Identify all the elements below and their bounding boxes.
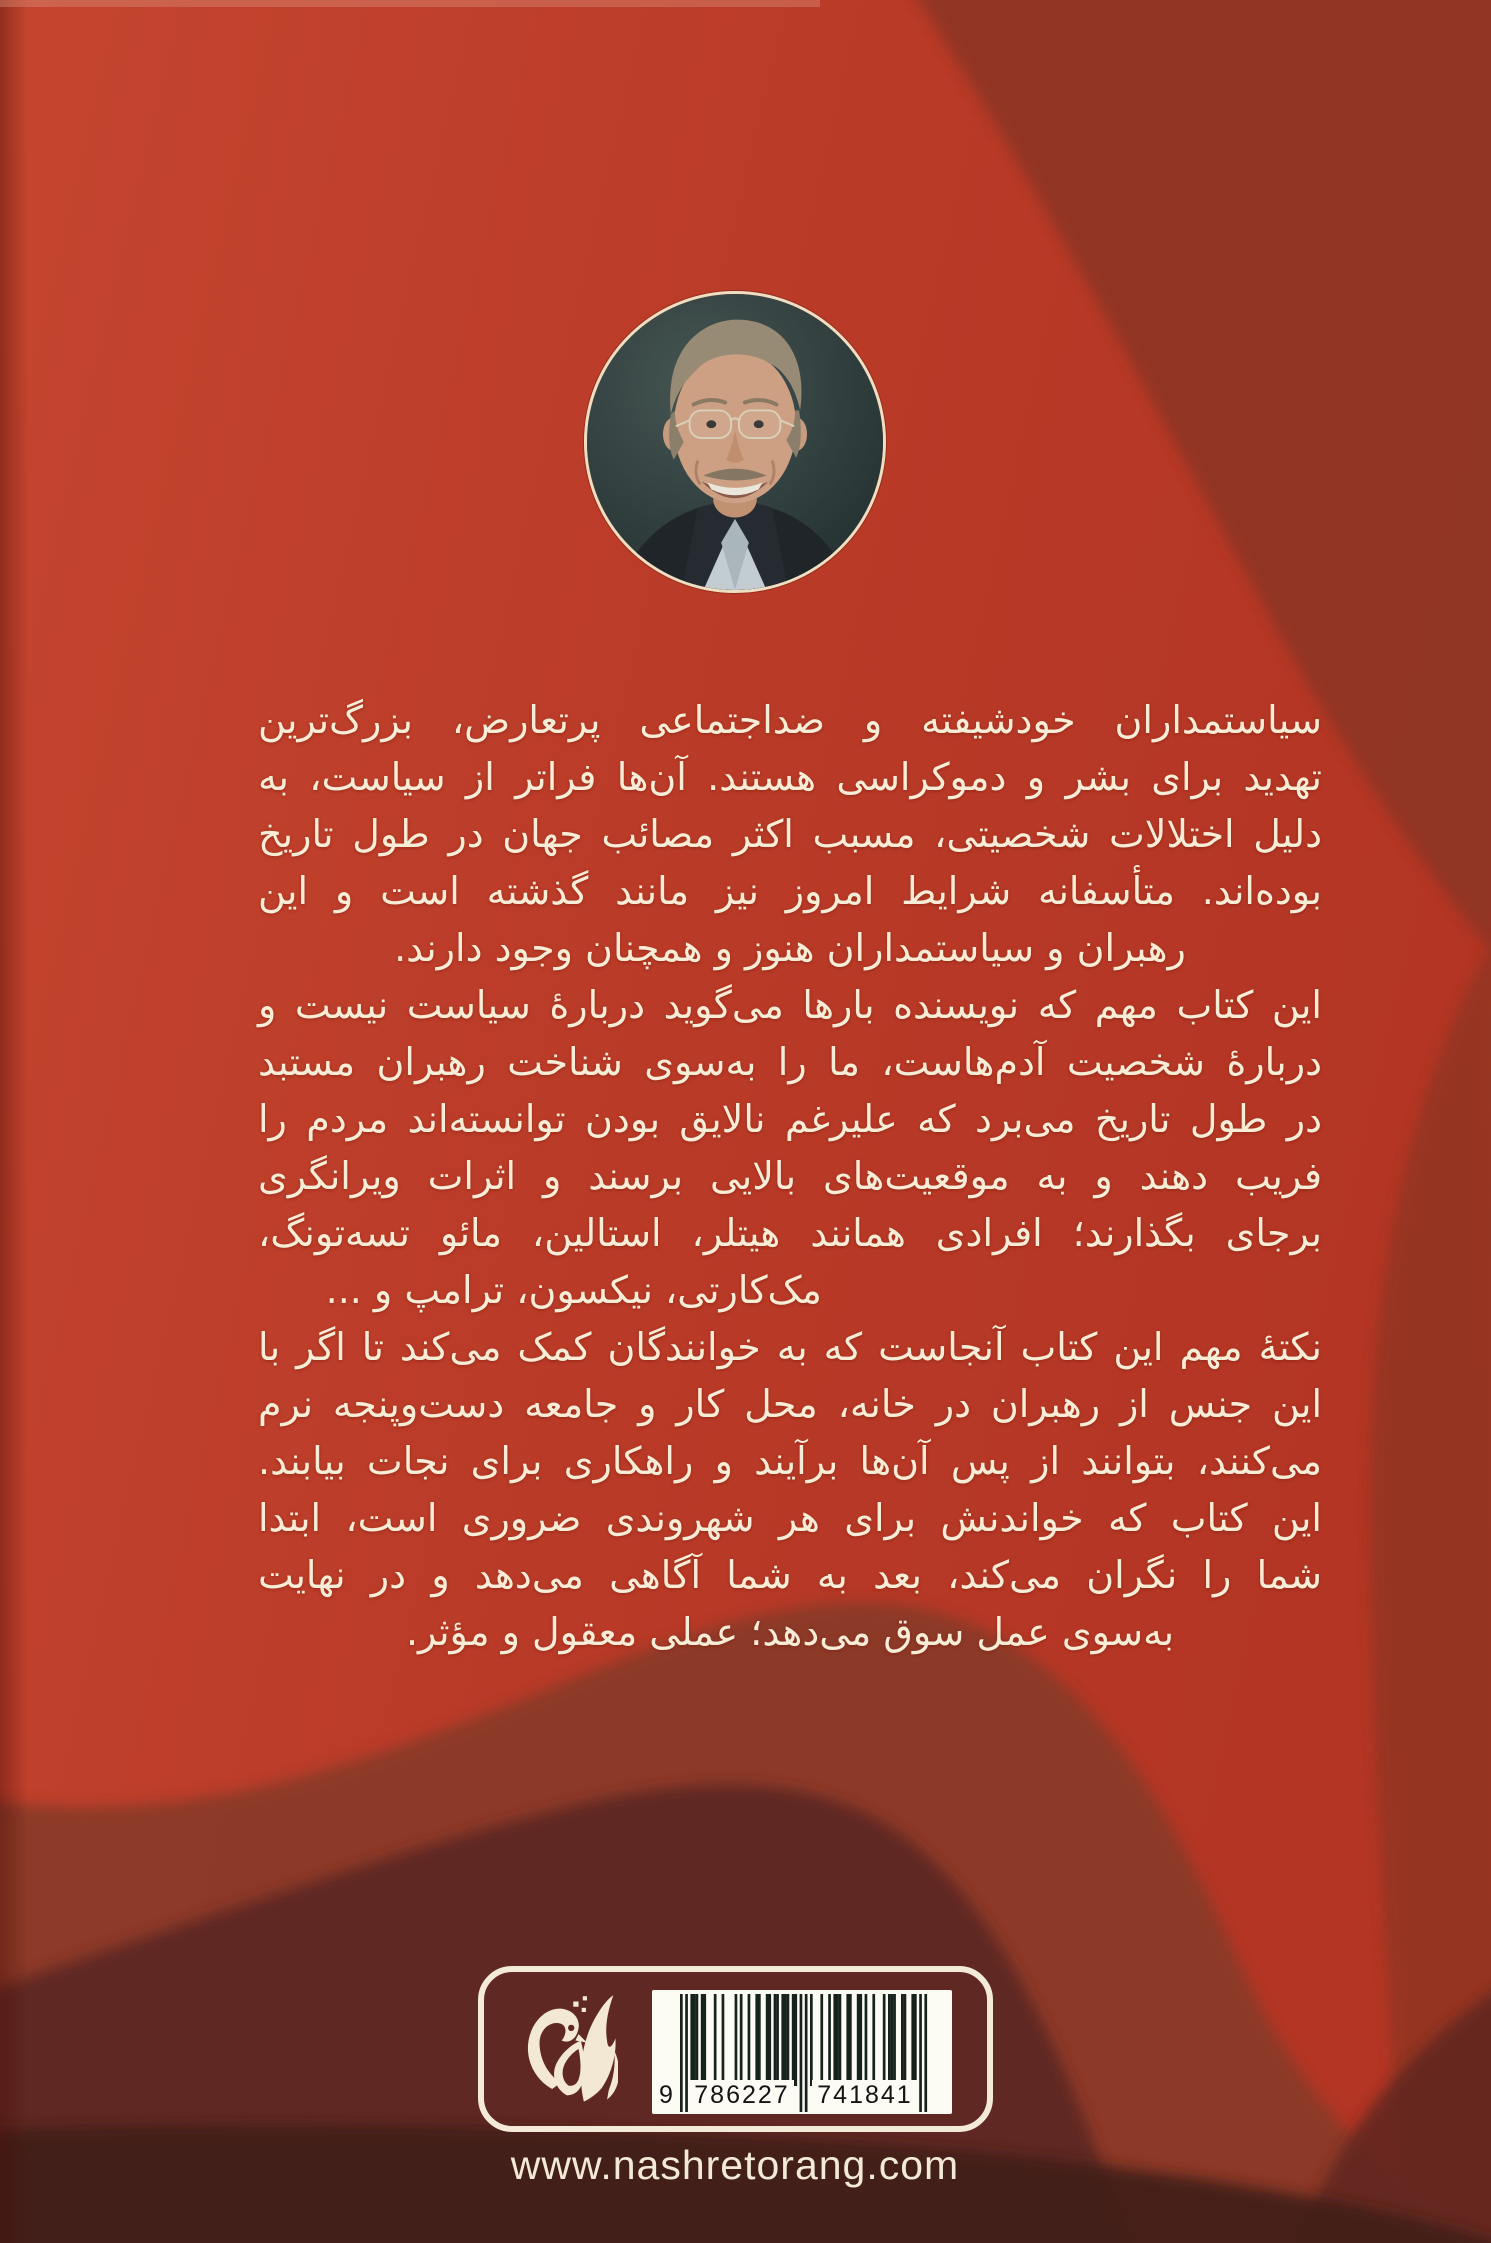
synopsis-line: بوده‌اند. متأسفانه شرایط امروز نیز مانند گذشته است و این (258, 869, 1322, 913)
synopsis-line: در طول تاریخ می‌برد که علیرغم نالایق بودن توانسته‌اند مردم را (258, 1097, 1322, 1141)
synopsis-line: این کتاب مهم که نویسنده بارها می‌گوید دربارهٔ سیاست نیست و (258, 983, 1322, 1027)
synopsis-line: دلیل اختلالات شخصیتی، مسبب اکثر مصائب جهان در طول تاریخ (258, 812, 1322, 856)
synopsis-text (258, 692, 1322, 1661)
synopsis-line: مک‌کارتی، نیکسون، ترامپ و ... (325, 1268, 822, 1312)
synopsis-line: رهبران و سیاستمداران هنوز و همچنان وجود دارند. (394, 926, 1186, 970)
synopsis-line: این کتاب که خواندنش برای هر شهروندی ضروری است، ابتدا (258, 1496, 1322, 1540)
synopsis-line: فریب دهند و به موقعیت‌های بالایی برسند و اثرات ویرانگری (258, 1154, 1322, 1198)
isbn-left-group: 786227 (690, 2080, 794, 2110)
isbn-right-group: 741841 (812, 2080, 918, 2110)
author-portrait-photo (584, 291, 886, 593)
torang-bird-logo-icon (518, 1992, 618, 2108)
synopsis-line: می‌کنند، بتوانند از پس آن‌ها برآیند و راهکاری برای نجات بیابند. (258, 1439, 1322, 1483)
synopsis-line: تهدید برای بشر و دموکراسی هستند. آن‌ها فراتر از سیاست، به (258, 755, 1322, 799)
synopsis-line: به‌سوی عمل سوق می‌دهد؛ عملی معقول و مؤثر. (405, 1610, 1175, 1654)
isbn-lead-digit: 9 (654, 2080, 680, 2110)
publisher-barcode-panel (478, 1966, 993, 2132)
author-portrait-illustration (587, 294, 883, 590)
synopsis-line: نکتهٔ مهم این کتاب آنجاست که به خوانندگان کمک می‌کند تا اگر با (258, 1325, 1322, 1369)
synopsis-line: این جنس از رهبران در خانه، محل کار و جامعه دست‌وپنجه نرم (258, 1382, 1322, 1426)
publisher-website-url: www.nashretorang.com (510, 2142, 960, 2188)
isbn-barcode (652, 1990, 952, 2114)
synopsis-line: برجای بگذارند؛ افرادی همانند هیتلر، استالین، مائو تسه‌تونگ، (258, 1211, 1322, 1255)
synopsis-line: شما را نگران می‌کند، بعد به شما آگاهی می‌دهد و در نهایت (258, 1553, 1322, 1597)
synopsis-line: سیاستمداران خودشیفته و ضداجتماعی پرتعارض، بزرگ‌ترین (258, 698, 1322, 742)
synopsis-line: دربارهٔ شخصیت آدم‌هاست، ما را به‌سوی شناخت رهبران مستبد (258, 1040, 1322, 1084)
